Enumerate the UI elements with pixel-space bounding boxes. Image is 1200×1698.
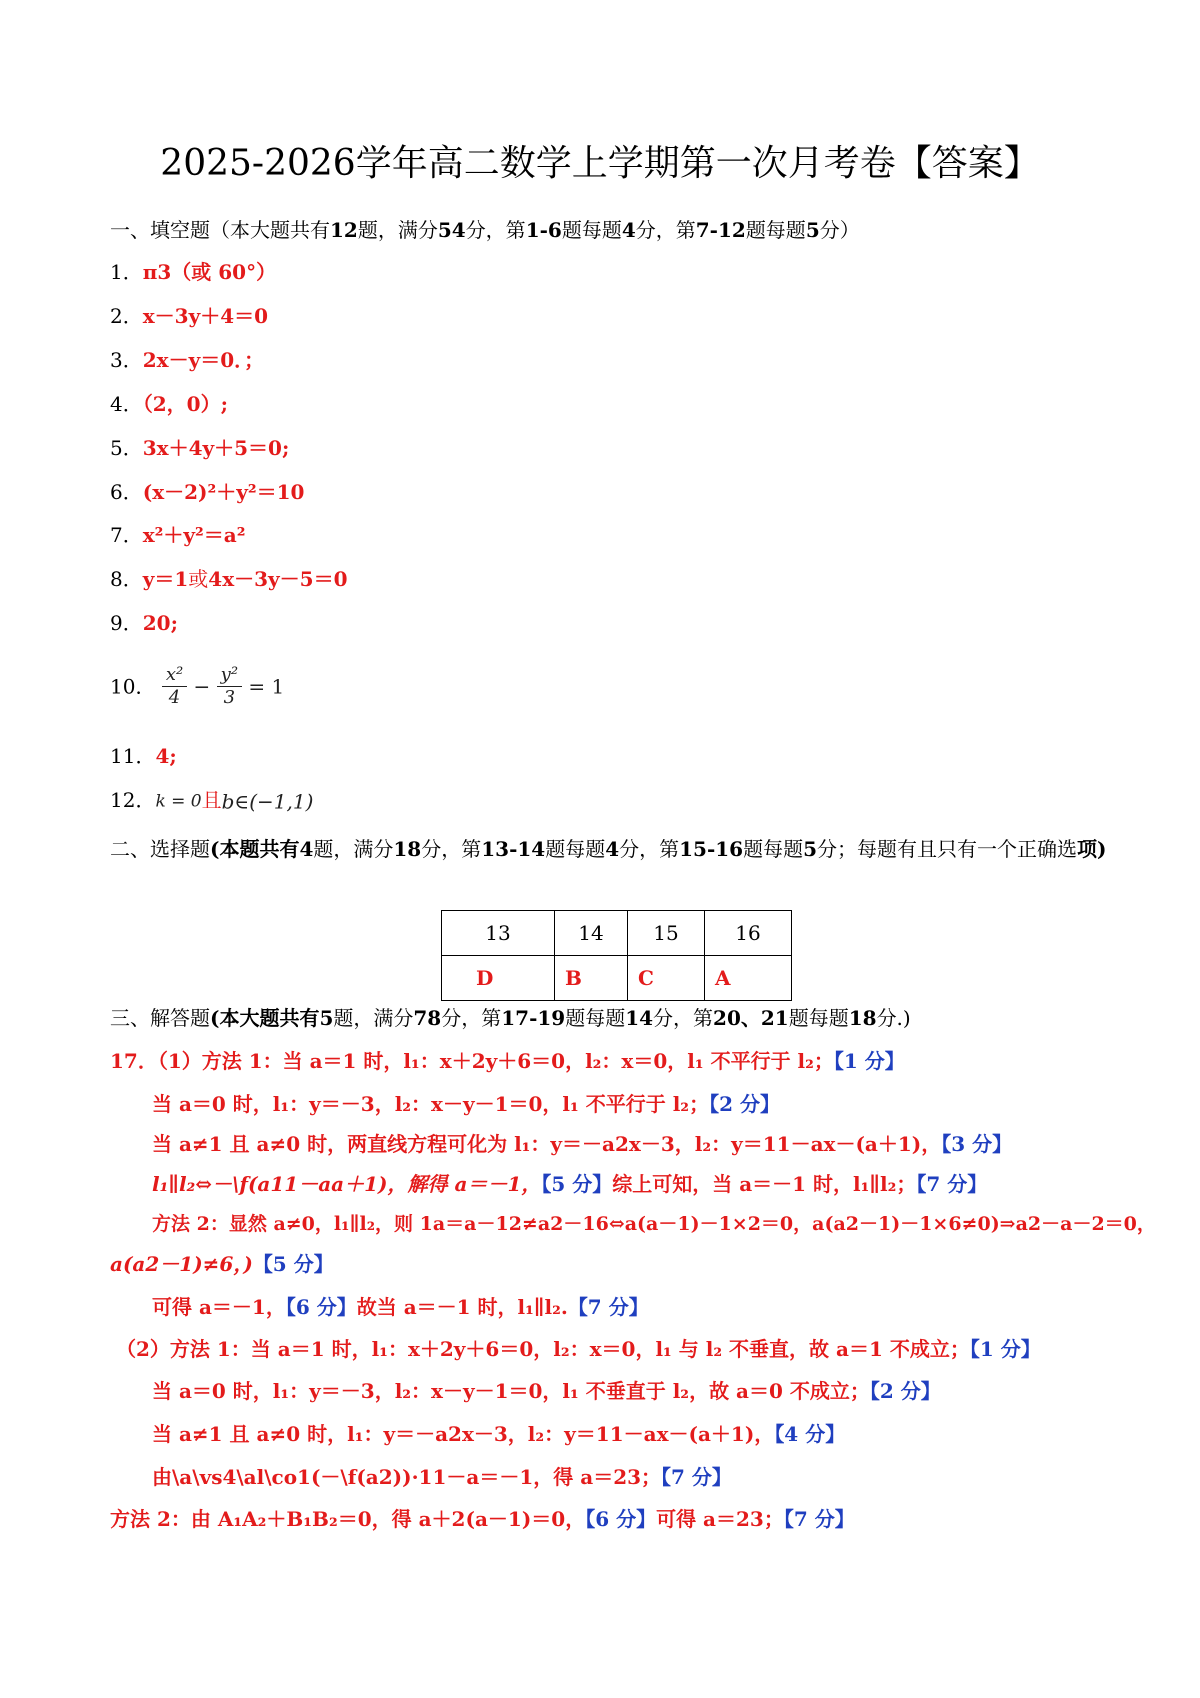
fill-item-5: 5．3x＋4y＋5＝0; bbox=[110, 436, 290, 460]
fill-item-6: 6．(x－2)²＋y²＝10 bbox=[110, 480, 305, 504]
section2-heading: 二、选择题(本题共有4题，满分18分，第13-14题每题4分，第15-16题每题5分；每题有且只有一个正确选项) bbox=[110, 837, 1107, 861]
fill-item-12: 12．k = 0且b∈(−1,1) bbox=[110, 788, 314, 814]
section3-heading: 三、解答题(本大题共有5题，满分78分，第17-19题每题14分，第20、21题每题18分.) bbox=[110, 1006, 911, 1030]
table-header-row bbox=[442, 911, 792, 956]
q17-line-1: 17．（1）方法 1：当 a＝1 时，l₁：x＋2y＋6＝0，l₂：x＝0，l₁ 不平行于 l₂；【1 分】 bbox=[110, 1049, 905, 1073]
fraction-x2-over-4: $\frac{\text{x²}}{4}$ bbox=[162, 664, 187, 709]
table-cell: A bbox=[705, 956, 792, 1001]
q17-line-4: l₁∥l₂⇔－\f(a11－aa＋1)，解得 a＝－1，【5 分】综上可知，当 a＝－1 时，l₁∥l₂；【7 分】 bbox=[152, 1172, 988, 1196]
q17-line-2: 当 a＝0 时，l₁：y＝－3，l₂：x－y－1＝0，l₁ 不平行于 l₂；【2 分】 bbox=[152, 1092, 780, 1116]
choice-answer-table bbox=[441, 910, 792, 1001]
table-cell: C bbox=[628, 956, 705, 1001]
table-header-cell: 15 bbox=[628, 911, 705, 956]
q17-line-7: 可得 a＝－1，【6 分】故当 a＝－1 时，l₁∥l₂.【7 分】 bbox=[152, 1295, 649, 1319]
fill-item-2: 2．x－3y＋4＝0 bbox=[110, 304, 269, 328]
fill-item-7: 7．x²＋y²＝a² bbox=[110, 523, 246, 547]
fill-item-4: 4．（2，0）; bbox=[110, 392, 228, 416]
q17-line-3: 当 a≠1 且 a≠0 时，两直线方程可化为 l₁：y＝－a2x－3，l₂：y＝11－ax－(a＋1)，【3 分】 bbox=[152, 1132, 1013, 1156]
fraction-y2-over-3: $\frac{\text{y²}}{3}$ bbox=[217, 664, 242, 709]
q17-line-10: 当 a≠1 且 a≠0 时，l₁：y＝－a2x－3，l₂：y＝11－ax－(a＋1)，【4 分】 bbox=[152, 1422, 846, 1446]
table-header-cell: 14 bbox=[555, 911, 628, 956]
table-header-cell: 16 bbox=[705, 911, 792, 956]
q17-line-11: 由\a\vs4\al\co1(－\f(a2))·11－a＝－1，得 a＝23；【7 分】 bbox=[152, 1465, 732, 1489]
q17-line-9: 当 a＝0 时，l₁：y＝－3，l₂：x－y－1＝0，l₁ 不垂直于 l₂，故 a＝0 不成立；【2 分】 bbox=[152, 1379, 941, 1403]
q17-line-5: 方法 2：显然 a≠0，l₁∥l₂，则 1a＝a－12≠a2－16⇔a(a－1)－1×2＝0，a(a2－1)－1×6≠0)⇒a2－a－2＝0， bbox=[152, 1213, 1156, 1235]
table-cell: D bbox=[442, 956, 555, 1001]
q17-line-12: 方法 2：由 A₁A₂＋B₁B₂＝0，得 a＋2(a－1)＝0，【6 分】可得 a＝23；【7 分】 bbox=[110, 1507, 855, 1531]
fill-item-1: 1．π3（或 60°） bbox=[110, 260, 277, 284]
fill-item-10: 10． $\frac{\text{x²}}{4}$ − $\frac{\text{y²}}{3}$ = 1 bbox=[110, 664, 285, 708]
q17-line-6: a(a2－1)≠6，)【5 分】 bbox=[110, 1252, 334, 1276]
table-header-cell: 13 bbox=[442, 911, 555, 956]
fill-item-9: 9．20; bbox=[110, 611, 178, 635]
fill-item-3: 3．2x－y＝0．； bbox=[110, 348, 265, 372]
table-row bbox=[442, 956, 792, 1001]
section1-heading: 一、填空题（本大题共有12题，满分54分，第1-6题每题4分，第7-12题每题5分） bbox=[110, 218, 860, 242]
table-cell: B bbox=[555, 956, 628, 1001]
page-title: 2025-2026学年高二数学上学期第一次月考卷【答案】 bbox=[160, 143, 1040, 184]
q17-line-8: （2）方法 1：当 a＝1 时，l₁：x＋2y＋6＝0，l₂：x＝0，l₁ 与 l₂ 不垂直，故 a＝1 不成立；【1 分】 bbox=[116, 1337, 1041, 1361]
fill-item-11: 11．4; bbox=[110, 744, 177, 768]
fill-item-8: 8．y＝1或4x－3y－5＝0 bbox=[110, 567, 348, 591]
